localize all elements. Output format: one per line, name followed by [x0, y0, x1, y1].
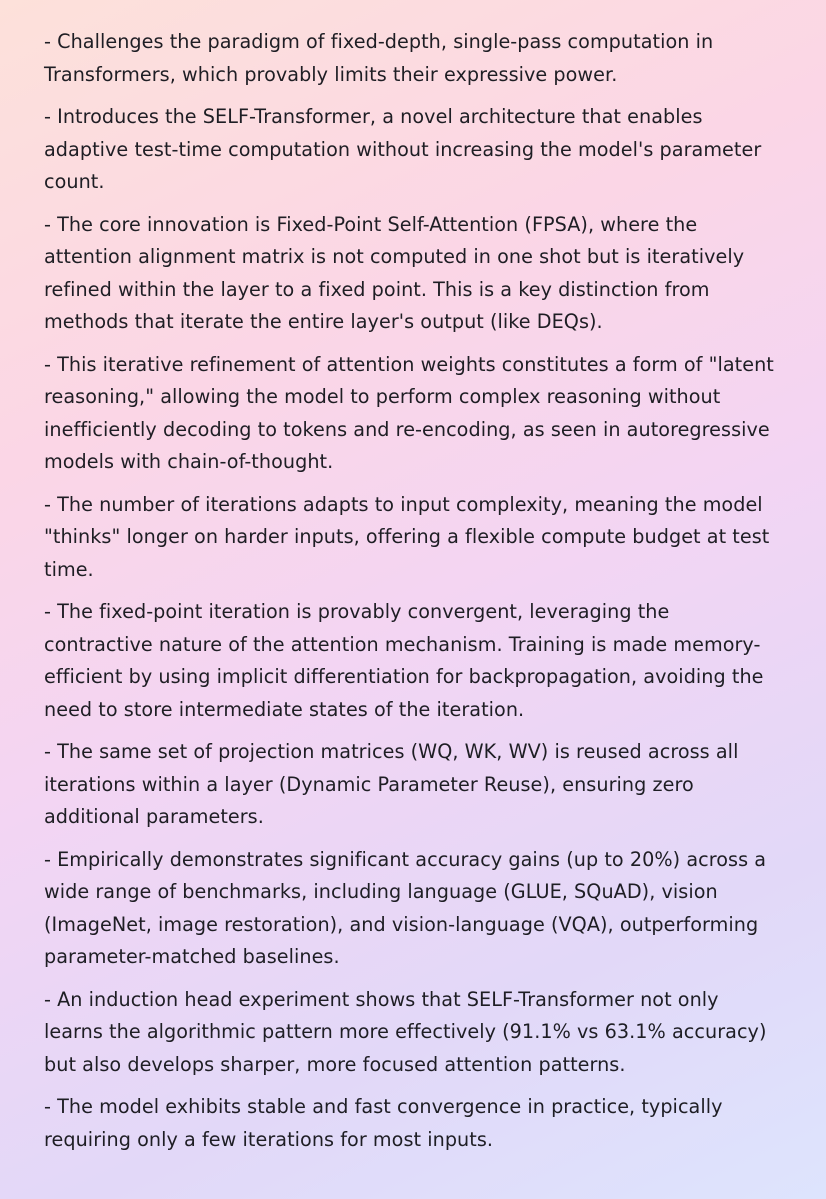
bullet-induction-head: - An induction head experiment shows that SELF-Transformer not only learns the algorithmic pattern more effectively (91.1% vs 63.1% accuracy) but also develops sharper, more focused attention patterns. [44, 987, 767, 1076]
bullet-stable-convergence: - The model exhibits stable and fast convergence in practice, typically requiring only a few iterations for most inputs. [44, 1095, 723, 1151]
bullet-parameter-reuse: - The same set of projection matrices (WQ, WK, WV) is reused across all iterations within a layer (Dynamic Parameter Reuse), ensuring zero additional parameters. [44, 740, 739, 828]
bullet-empirical-gains: - Empirically demonstrates significant accuracy gains (up to 20%) across a wide range of benchmarks, including language (GLUE, SQuAD), vision (ImageNet, image restoration), and vision-language (VQA), outperforming parameter-matched baselines. [44, 847, 767, 968]
bullet-paradigm: - Challenges the paradigm of fixed-depth, single-pass computation in Transformers, which provably limits their expressive power. [44, 30, 714, 86]
bullet-self-transformer: - Introduces the SELF-Transformer, a novel architecture that enables adaptive test-time computation without increasing the model's parameter count. [44, 105, 762, 193]
bullet-adaptive-iterations: - The number of iterations adapts to input complexity, meaning the model "thinks" longer on harder inputs, offering a flexible compute budget at test time. [44, 492, 770, 581]
bullet-convergence-training: - The fixed-point iteration is provably convergent, leveraging the contractive nature of the attention mechanism. Training is made memory-efficient by using implicit differentiation for backpropagation, avoiding the need to store intermediate states of the iteration. [44, 600, 764, 721]
bullet-fpsa: - The core innovation is Fixed-Point Self-Attention (FPSA), where the attention alignment matrix is not computed in one shot but is iteratively refined within the layer to a fixed point. This is a key distinction from methods that iterate the entire layer's output (like DEQs). [44, 212, 745, 333]
bullet-latent-reasoning: - This iterative refinement of attention weights constitutes a form of "latent reasoning," allowing the model to perform complex reasoning without inefficiently decoding to tokens and re-encoding, as seen in autoregressive models with chain-of-thought. [44, 352, 774, 473]
